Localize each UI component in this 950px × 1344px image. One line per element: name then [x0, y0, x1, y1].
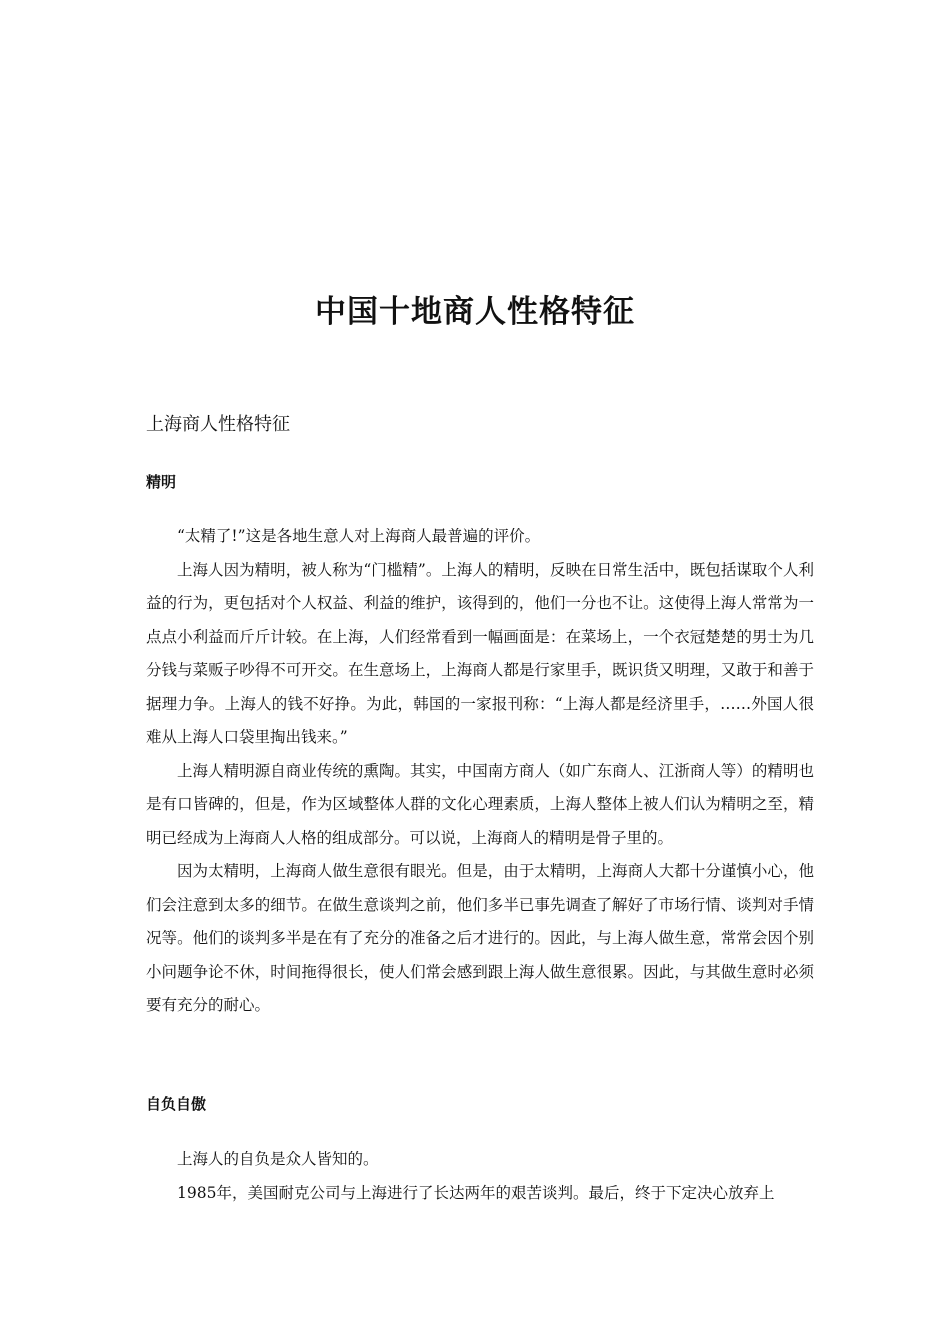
subsection-heading-shrewd: 精明 — [146, 473, 177, 491]
document-title: 中国十地商人性格特征 — [315, 294, 635, 330]
paragraph: 1985年，美国耐克公司与上海进行了长达两年的艰苦谈判。最后，终于下定决心放弃上 — [177, 1183, 775, 1202]
subsection-body-shrewd — [146, 520, 814, 1023]
subsection-body-arrogance — [146, 1143, 814, 1210]
subsection-heading-arrogance: 自负自傲 — [146, 1095, 207, 1113]
paragraph: “太精了!”这是各地生意人对上海商人最普遍的评价。 — [177, 527, 541, 545]
paragraph: 因为太精明，上海商人做生意很有眼光。但是，由于太精明，上海商人大都十分谨慎小心，他们会注意到太多的细节。在做生意谈判之前，他们多半已事先调查了解好了市场行情、谈判对手情况等。他们的谈判多半是在有了充分的准备之后才进行的。因此，与上海人做生意，常常会因个别小问题争论不休，时间拖得很长，使人们常会感到跟上海人做生意很累。因此，与其做生意时必须要有充分的耐心。 — [146, 862, 814, 1014]
paragraph: 上海人精明源自商业传统的熏陶。其实，中国南方商人（如广东商人、江浙商人等）的精明也是有口皆碑的，但是，作为区域整体人群的文化心理素质，上海人整体上被人们认为精明之至，精明已经成为上海商人人格的组成部分。可以说，上海商人的精明是骨子里的。 — [146, 761, 814, 847]
paragraph: 上海人的自负是众人皆知的。 — [177, 1150, 379, 1168]
section-heading: 上海商人性格特征 — [146, 414, 290, 435]
paragraph: 上海人因为精明，被人称为“门槛精”。上海人的精明，反映在日常生活中，既包括谋取个人利益的行为，更包括对个人权益、利益的维护，该得到的，他们一分也不让。这使得上海人常常为一点点小利益而斤斤计较。在上海，人们经常看到一幅画面是：在菜场上，一个衣冠楚楚的男士为几分钱与菜贩子吵得不可开交。在生意场上，上海商人都是行家里手，既识货又明理，又敢于和善于据理力争。上海人的钱不好挣。为此，韩国的一家报刊称：“上海人都是经济里手，……外国人很难从上海人口袋里掏出钱来。” — [146, 560, 814, 746]
